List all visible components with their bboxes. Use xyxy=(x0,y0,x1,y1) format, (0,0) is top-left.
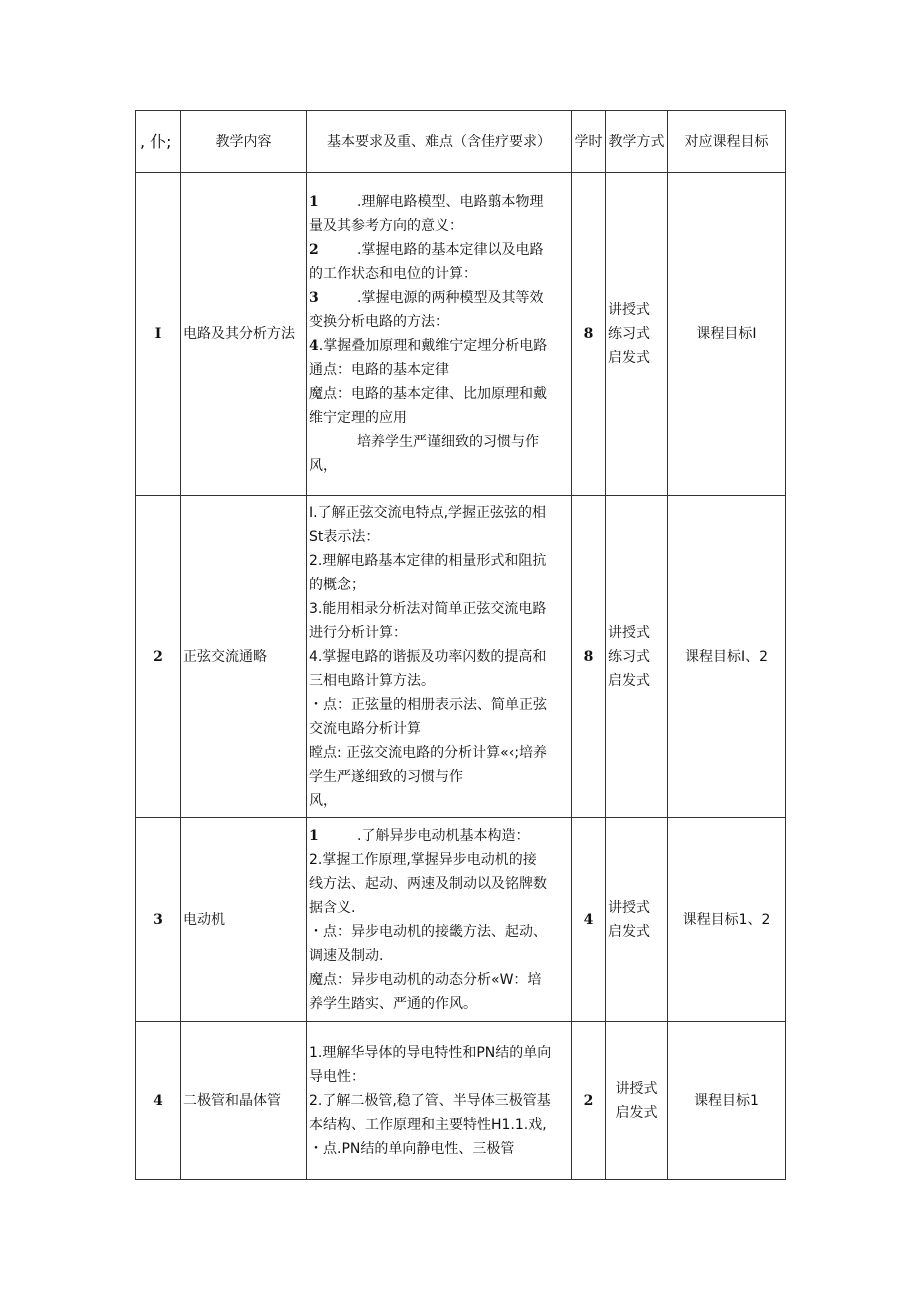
req-line: 维宁定理的应用 xyxy=(309,410,407,426)
req-line: St表示法： xyxy=(309,528,380,545)
req-line: 2.理解电路基本定律的相量形式和阻抗 xyxy=(309,552,547,569)
req-line: 2 .掌握电路的基本定律以及电路 xyxy=(309,242,544,258)
row-hours: 4 xyxy=(572,818,606,1022)
req-line: 本结构、工作原理和主要特性H1.1.戏, xyxy=(309,1116,547,1133)
header-method: 教学方式 xyxy=(606,111,668,173)
req-line: 导电性： xyxy=(309,1068,365,1085)
req-line: 调速及制动. xyxy=(309,947,384,964)
row-goal: 课程目标1 xyxy=(668,1022,786,1180)
row-requirements xyxy=(307,1022,572,1180)
req-line: 量及其参考方向的意义： xyxy=(309,218,463,234)
header-hours: 学时 xyxy=(572,111,606,173)
header-index: , 仆; xyxy=(136,111,181,173)
row-goal: 课程目标I、2 xyxy=(668,496,786,818)
req-line: 的概念； xyxy=(309,576,365,593)
req-line: 2.掌握工作原理,掌握异步电动机的接 xyxy=(309,851,537,868)
req-line: 1.理解华导体的导电特性和PN结的单向 xyxy=(309,1044,552,1061)
row-requirements xyxy=(307,173,572,496)
row-goal: 课程目标I xyxy=(668,173,786,496)
req-line: 交流电路分析计算 xyxy=(309,720,421,737)
req-line: 的工作状态和电位的计算： xyxy=(309,266,477,282)
row-method: 讲授式 练习式 启发式 xyxy=(606,173,668,496)
table-row xyxy=(136,173,786,496)
req-line: 1 .理解电路模型、电路翦本物理 xyxy=(309,194,544,210)
req-line: 魔点：异步电动机的动态分析«W：培 xyxy=(309,971,542,988)
req-line: 4.掌握叠加原理和戴维宁定埋分析电路 xyxy=(309,338,548,354)
row-topic: 二极管和晶体管 xyxy=(181,1022,307,1180)
table-row xyxy=(136,496,786,818)
row-topic: 电路及其分析方法 xyxy=(181,173,307,496)
header-goal: 对应课程目标 xyxy=(668,111,786,173)
header-content: 教学内容 xyxy=(181,111,307,173)
row-topic: 电动机 xyxy=(181,818,307,1022)
header-requirements: 基本要求及重、难点（含佳疗要求） xyxy=(307,111,572,173)
row-requirements xyxy=(307,496,572,818)
row-topic: 正弦交流通略 xyxy=(181,496,307,818)
req-line: 2.了解二极管,稳了管、半导体三极管基 xyxy=(309,1092,551,1109)
table-header-row xyxy=(136,111,786,173)
req-line: 3.能用相录分析法对简单正弦交流电路 xyxy=(309,600,547,617)
req-line: 变换分析电路的方法： xyxy=(309,314,449,330)
req-line: 培养学生严谨细致的习惯与作 xyxy=(357,434,539,450)
req-line: 魔点：电路的基本定律、比加原理和戴 xyxy=(309,386,547,402)
req-line: 学生严遂细致的习惯与作 xyxy=(309,768,463,785)
req-line: ・点：异步电动机的接畿方法、起动、 xyxy=(309,923,547,940)
req-line: 进行分析计算： xyxy=(309,624,407,641)
table-row xyxy=(136,818,786,1022)
req-line: 瞠点: 正弦交流电路的分析计算«‹;培养 xyxy=(309,744,548,761)
row-goal: 课程目标1、2 xyxy=(668,818,786,1022)
table-row xyxy=(136,1022,786,1180)
row-index: I xyxy=(136,173,181,496)
req-line: 线方法、起动、两速及制动以及铭牌数 xyxy=(309,875,547,892)
row-hours: 8 xyxy=(572,173,606,496)
row-index: 4 xyxy=(136,1022,181,1180)
row-requirements xyxy=(307,818,572,1022)
req-line: I.了解正弦交流电特点,学握正弦弦的相 xyxy=(309,504,547,521)
row-index: 3 xyxy=(136,818,181,1022)
row-method: 讲授式 启发式 xyxy=(606,1022,668,1180)
row-hours: 8 xyxy=(572,496,606,818)
req-line: 据含义. xyxy=(309,899,356,916)
row-method: 讲授式 启发式 xyxy=(606,818,668,1022)
req-line: 三相电路计算方法。 xyxy=(309,672,435,689)
req-line: 3 .掌握电源的两种模型及其等效 xyxy=(309,290,544,306)
req-line: ・点.PN结的单向静电性、三极管 xyxy=(309,1140,515,1157)
row-method: 讲授式 练习式 启发式 xyxy=(606,496,668,818)
req-line: 风， xyxy=(309,458,337,474)
req-line: ・点：正弦量的相册表示法、简单正弦 xyxy=(309,696,547,713)
req-line: 通点：电路的基本定律 xyxy=(309,362,449,378)
req-line: 1 .了斛异步电动机基本构造： xyxy=(309,827,530,844)
row-hours: 2 xyxy=(572,1022,606,1180)
req-line: 养学生踏实、严通的作风。 xyxy=(309,995,477,1012)
req-line: 风， xyxy=(309,792,337,809)
req-line: 4.掌握电路的谐振及功率闪数的提高和 xyxy=(309,648,547,665)
syllabus-table xyxy=(135,110,786,1180)
row-index: 2 xyxy=(136,496,181,818)
